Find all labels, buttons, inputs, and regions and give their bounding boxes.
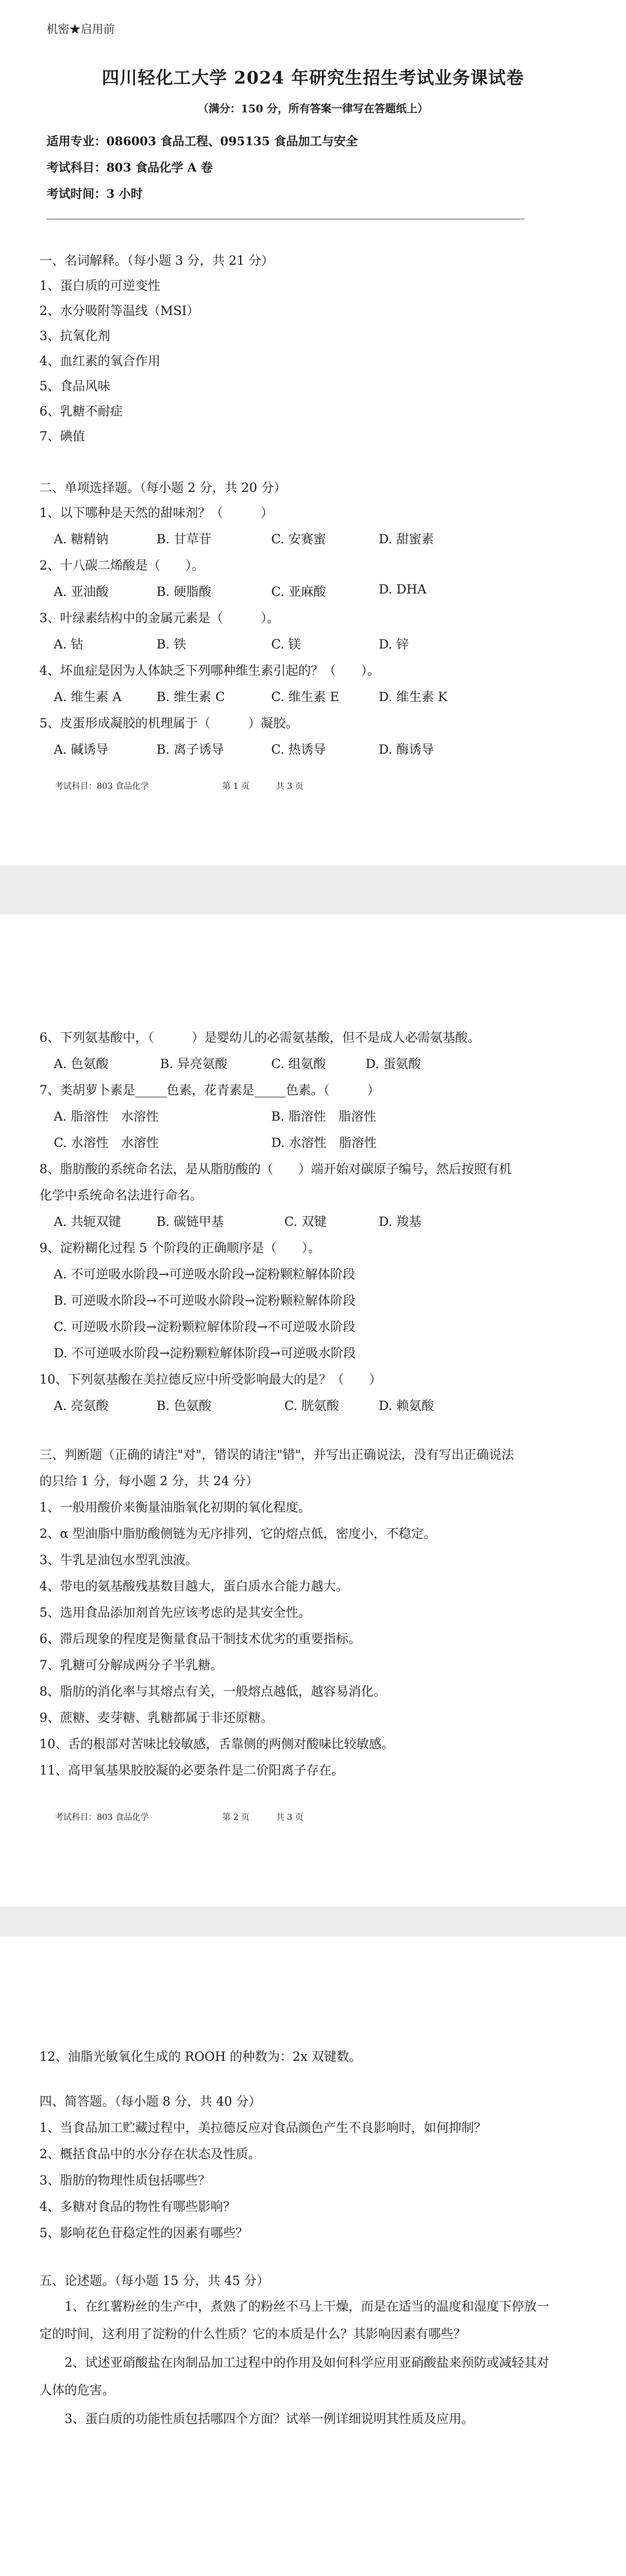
option-a: A. 糖精钠 [54, 532, 109, 546]
short-answer-item: 4、多糖对食品的物性有哪些影响？ [39, 2199, 236, 2214]
option-b: B. 碳链甲基 [156, 1214, 224, 1229]
term-item: 3、抗氧化剂 [39, 329, 111, 343]
option-c: C. 组氨酸 [271, 1057, 326, 1071]
true-false-item: 3、牛乳是油包水型乳浊液。 [39, 1553, 198, 1567]
true-false-item: 7、乳糖可分解成两分子半乳糖。 [39, 1658, 223, 1672]
footer-subject: 考试科目：803 食品化学 [55, 782, 149, 791]
footer-page-number: 第 1 页 [222, 782, 250, 791]
option-c: C. 维生素 E [271, 690, 339, 704]
option-d: D. 酶诱导 [379, 742, 434, 757]
option-a: A. 钴 [54, 637, 84, 651]
section-1-heading: 一、名词解释。（每小题 3 分，共 21 分） [39, 253, 274, 268]
true-false-item: 8、脂肪的消化率与其熔点有关，一般熔点越低，越容易消化。 [39, 1684, 386, 1699]
term-item: 6、乳糖不耐症 [39, 404, 123, 418]
option-d: D. 锌 [379, 637, 409, 651]
true-false-item: 11、高甲氧基果胶胶凝的必要条件是二价阳离子存在。 [39, 1763, 344, 1777]
exam-subtitle: （满分：150 分，所有答案一律写在答题纸上） [198, 103, 428, 115]
option-b: B. 可逆吸水阶段→不可逆吸水阶段→淀粉颗粒解体阶段 [54, 1293, 355, 1308]
option-d: D. 羧基 [379, 1214, 422, 1229]
true-false-item: 5、选用食品添加剂首先应该考虑的是其安全性。 [39, 1605, 311, 1620]
option-b: B. 硬脂酸 [156, 585, 211, 599]
option-c: C. 亚麻酸 [271, 585, 326, 599]
option-d: D. DHA [379, 582, 426, 596]
option-c: C. 水溶性 水溶性 [54, 1136, 159, 1150]
option-b: B. 异亮氨酸 [160, 1057, 228, 1071]
option-d: D. 水溶性 脂溶性 [271, 1136, 377, 1150]
essay-item: 1、在红薯粉丝的生产中，煮熟了的粉丝不马上干燥，而是在适当的温度和湿度下停放一定的时间，这利用了淀粉的什么性质？它的本质是什么？其影响因素有哪些？ [39, 2299, 550, 2341]
term-item: 1、蛋白质的可逆变性 [39, 279, 161, 293]
section-5-heading: 五、论述题。（每小题 15 分，共 45 分） [39, 2274, 269, 2288]
option-d: D. 甜蜜素 [379, 532, 434, 546]
question-text: 9、淀粉糊化过程 5 个阶段的正确顺序是（ ）。 [39, 1241, 321, 1255]
true-false-item: 10、舌的根部对苦味比较敏感，舌靠侧的两侧对酸味比较敏感。 [39, 1737, 394, 1751]
option-a: A. 亮氨酸 [54, 1399, 109, 1413]
true-false-item: 9、蔗糖、麦芽糖、乳糖都属于非还原糖。 [39, 1711, 274, 1725]
question-text: 10、下列氨基酸在美拉德反应中所受影响最大的是？（ ） [39, 1372, 382, 1387]
question-text: 2、十八碳二烯酸是（ ）。 [39, 558, 204, 573]
question-text: 4、坏血症是因为人体缺乏下列哪种维生素引起的？（ ）。 [39, 663, 380, 678]
footer-total-pages: 共 3 页 [276, 1813, 303, 1822]
question-text: 6、下列氨基酸中，（ ）是婴幼儿的必需氨基酸，但不是成人必需氨基酸。 [39, 1030, 480, 1045]
exam-duration: 考试时间：3 小时 [47, 186, 143, 201]
option-b: B. 甘草苷 [156, 532, 211, 546]
term-item: 2、水分吸附等温线（MSI） [39, 304, 200, 318]
question-text: 7、类胡萝卜素是_____色素，花青素是_____色素。（ ） [39, 1083, 380, 1097]
exam-page-1 [0, 0, 626, 865]
term-item: 5、食品风味 [39, 379, 111, 393]
term-item: 4、血红素的氧合作用 [39, 354, 161, 368]
question-text: 1、以下哪种是天然的甜味剂？（ ） [39, 506, 274, 520]
section-2-heading: 二、单项选择题。（每小题 2 分，共 20 分） [39, 481, 287, 495]
option-d: D. 蛋氨酸 [366, 1057, 421, 1071]
term-item: 7、碘值 [39, 429, 85, 443]
option-b: B. 脂溶性 脂溶性 [271, 1109, 376, 1124]
option-b: B. 色氨酸 [156, 1399, 211, 1413]
section-4-heading: 四、简答题。（每小题 8 分，共 40 分） [39, 2094, 262, 2109]
option-d: D. 赖氨酸 [379, 1399, 434, 1413]
option-c: C. 热诱导 [271, 742, 326, 757]
applicable-majors: 适用专业：086003 食品工程、095135 食品加工与安全 [47, 134, 358, 148]
question-text: 3、叶绿素结构中的金属元素是（ ）。 [39, 611, 280, 625]
option-c: C. 双键 [284, 1214, 327, 1229]
option-b: B. 维生素 C [156, 690, 225, 704]
section-3-heading-continued: 的只给 1 分，每小题 2 分，共 24 分） [39, 1474, 259, 1488]
option-c: C. 胱氨酸 [284, 1399, 339, 1413]
option-c: C. 安赛蜜 [271, 532, 326, 546]
footer-page-number: 第 2 页 [222, 1813, 250, 1822]
footer-total-pages: 共 3 页 [276, 782, 303, 791]
option-a: A. 色氨酸 [54, 1057, 109, 1071]
option-c: C. 可逆吸水阶段→淀粉颗粒解体阶段→不可逆吸水阶段 [54, 1320, 355, 1334]
confidential-mark: 机密★启用前 [47, 23, 115, 36]
option-c: C. 镁 [271, 637, 301, 651]
question-text: 5、皮蛋形成凝胶的机理属于（ ）凝胶。 [39, 716, 299, 730]
question-text: 8、脂肪酸的系统命名法，是从脂肪酸的（ ）端开始对碳原子编号，然后按照有机 [39, 1162, 512, 1176]
option-a: A. 碱诱导 [54, 742, 109, 757]
true-false-item: 2、α 型油脂中脂肪酸侧链为无序排列，它的熔点低，密度小，不稳定。 [39, 1526, 437, 1541]
option-a: A. 共轭双键 [54, 1214, 121, 1229]
option-b: B. 铁 [156, 637, 186, 651]
question-text-continued: 化学中系统命名法进行命名。 [39, 1188, 202, 1203]
true-false-item: 4、带电的氨基酸残基数目越大，蛋白质水合能力越大。 [39, 1579, 349, 1593]
exam-subject: 考试科目：803 食品化学 A 卷 [47, 160, 213, 175]
option-a: A. 亚油酸 [54, 585, 109, 599]
option-a: A. 维生素 A [54, 690, 122, 704]
exam-page-3 [0, 1936, 626, 2576]
essay-item: 2、试述亚硝酸盐在肉制品加工过程中的作用及如何科学应用亚硝酸盐来预防或减轻其对人体的危害。 [39, 2355, 550, 2397]
short-answer-item: 1、当食品加工贮藏过程中，美拉德反应对食品颜色产生不良影响时，如何抑制？ [39, 2121, 487, 2135]
true-false-item: 1、一般用酸价来衡量油脂氧化初期的氧化程度。 [39, 1500, 311, 1515]
short-answer-item: 5、影响花色苷稳定性的因素有哪些？ [39, 2226, 248, 2240]
short-answer-item: 3、脂肪的物理性质包括哪些？ [39, 2173, 211, 2188]
exam-title: 四川轻化工大学 2024 年研究生招生考试业务课试卷 [102, 68, 524, 88]
true-false-item: 6、滞后现象的程度是衡量食品干制技术优劣的重要指标。 [39, 1632, 361, 1646]
option-a: A. 脂溶性 水溶性 [54, 1109, 159, 1124]
footer-subject: 考试科目：803 食品化学 [55, 1813, 149, 1822]
option-d: D. 不可逆吸水阶段→淀粉颗粒解体阶段→可逆吸水阶段 [54, 1346, 356, 1360]
true-false-item: 12、油脂光敏氧化生成的 ROOH 的种数为：2x 双键数。 [39, 2049, 362, 2064]
section-3-heading: 三、判断题（正确的请注"对"，错误的请注"错"，并写出正确说法，没有写出正确说法 [39, 1448, 514, 1462]
essay-item: 3、蛋白质的功能性质包括哪四个方面？试举一例详细说明其性质及应用。 [65, 2412, 474, 2426]
short-answer-item: 2、概括食品中的水分存在状态及性质。 [39, 2147, 261, 2161]
option-a: A. 不可逆吸水阶段→可逆吸水阶段→淀粉颗粒解体阶段 [54, 1267, 355, 1281]
option-d: D. 维生素 K [379, 690, 447, 704]
option-b: B. 离子诱导 [156, 742, 224, 757]
exam-page-2 [0, 914, 626, 1907]
